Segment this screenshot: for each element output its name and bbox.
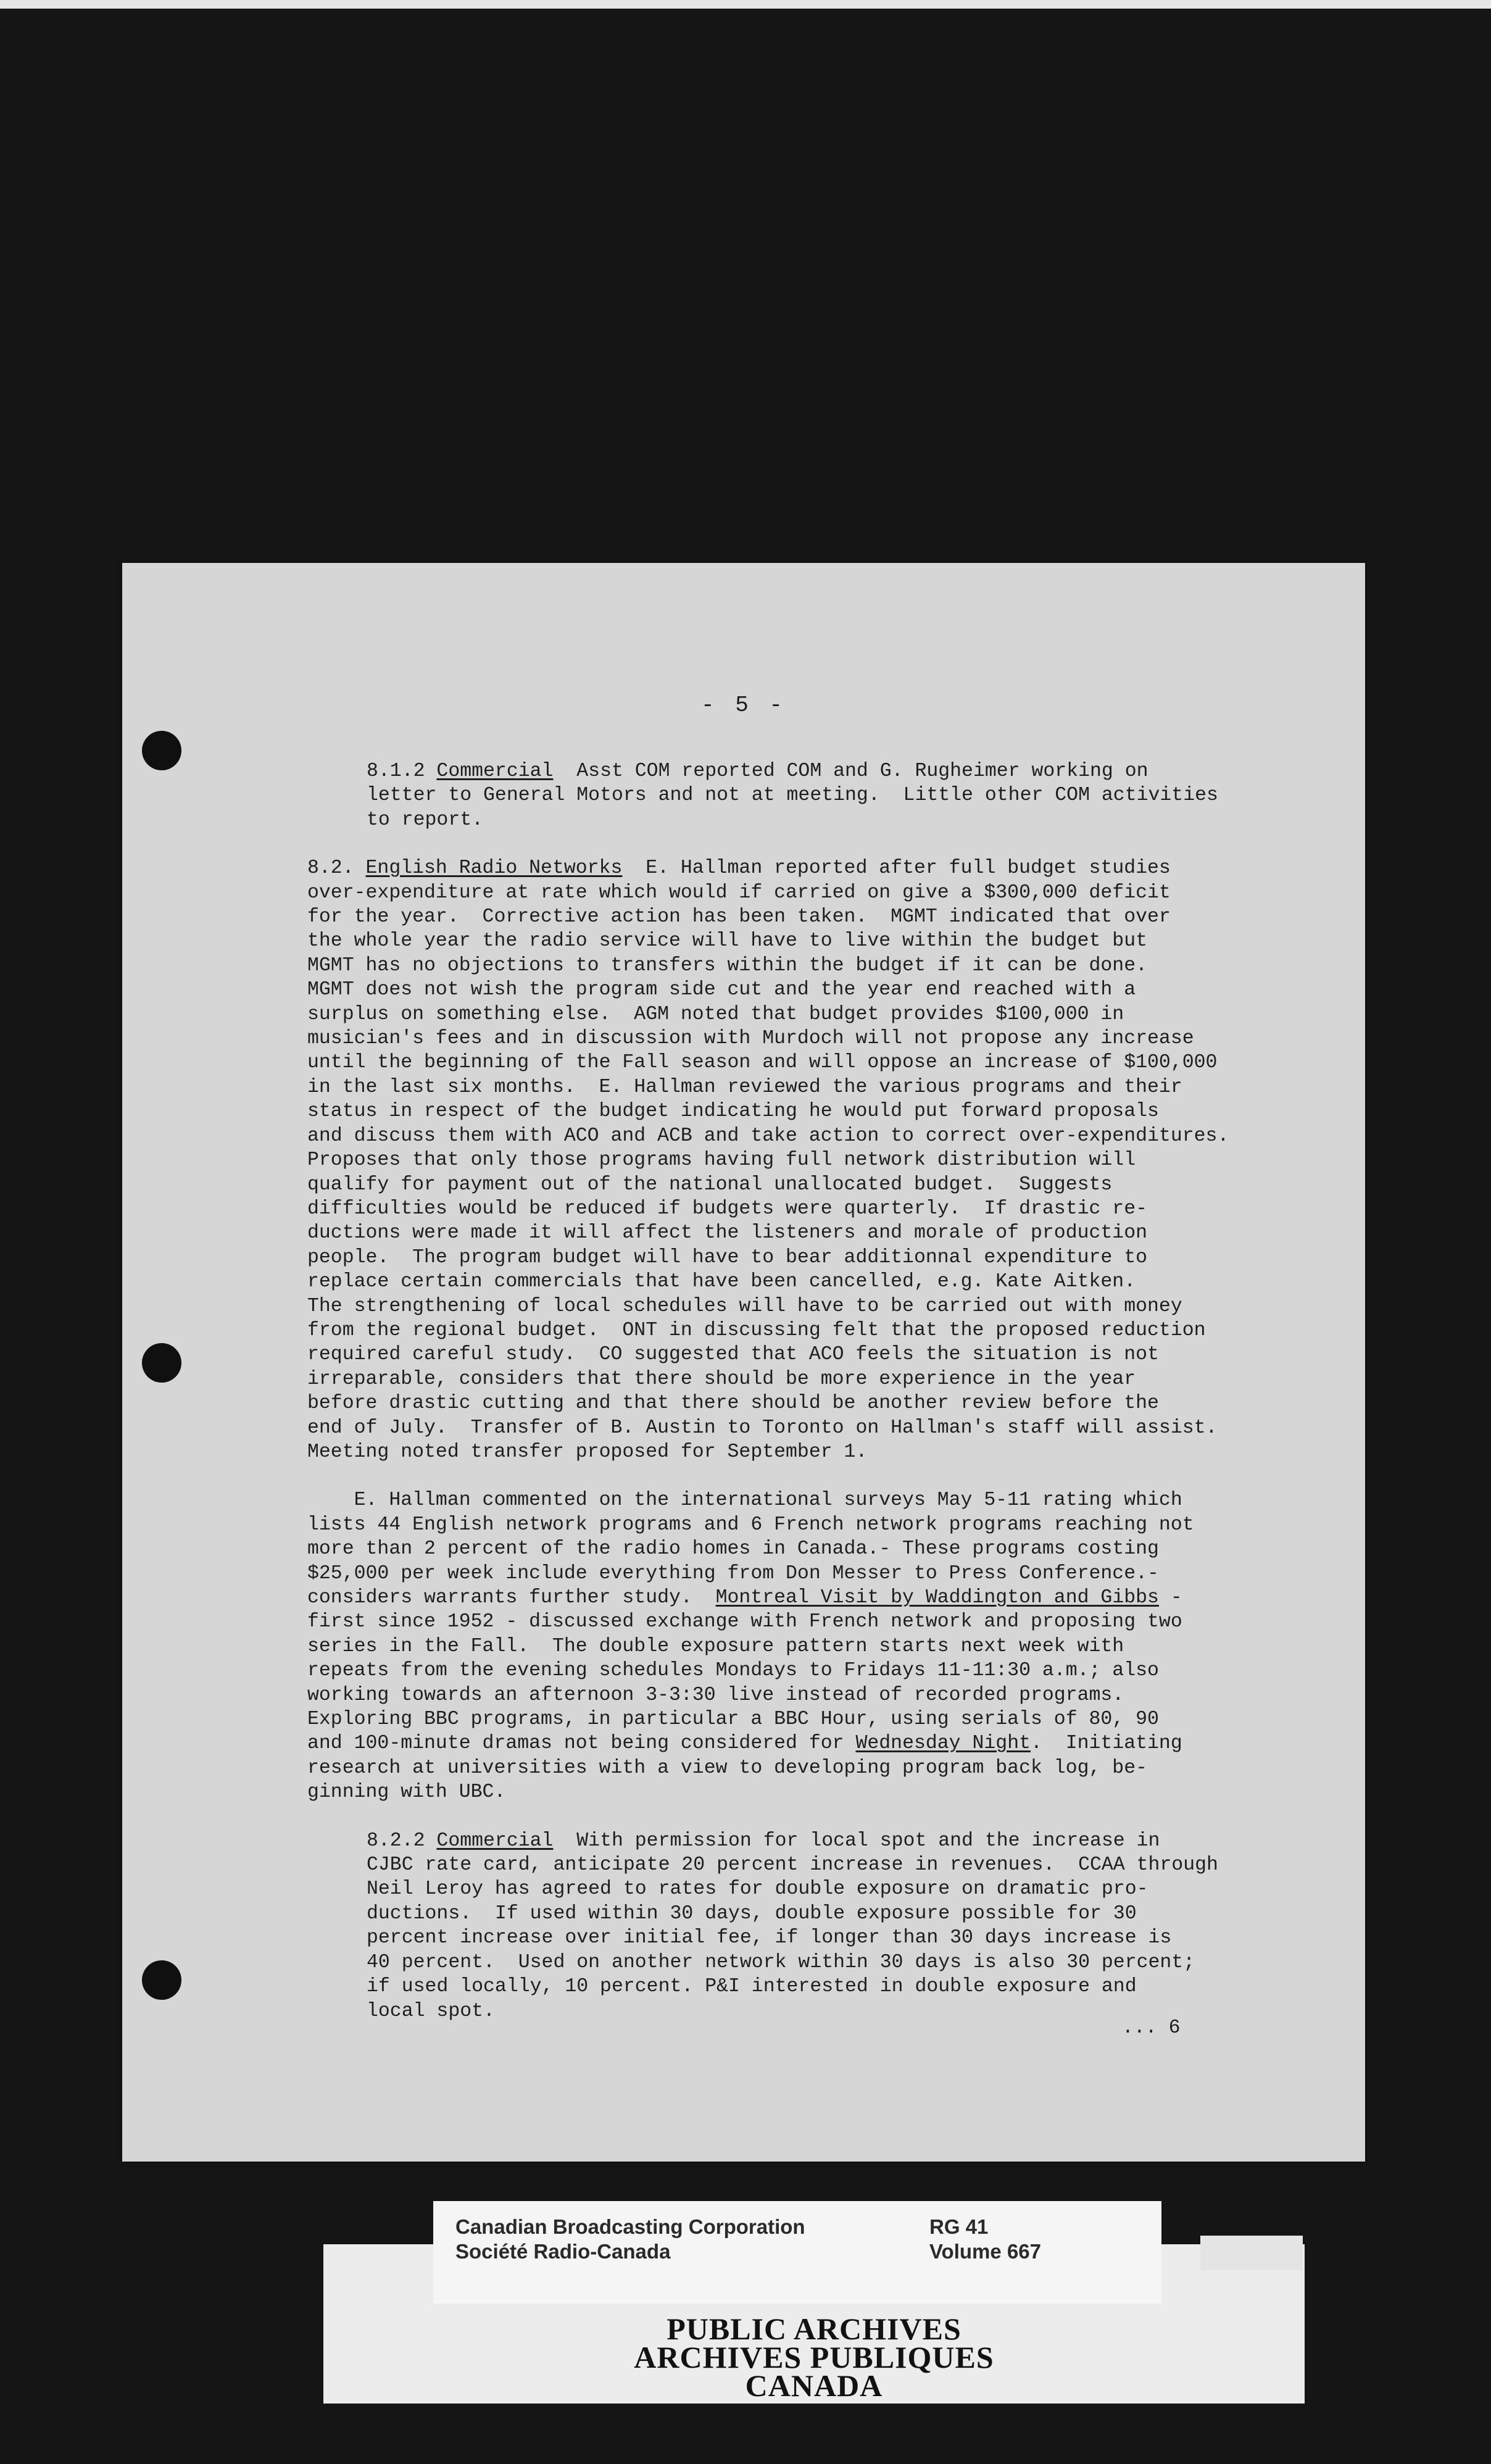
text-line [307, 1148, 1270, 1172]
paragraph-p-8-2-2 [307, 1829, 1270, 2023]
text-segment: percent increase over initial fee, if longer than 30 days increase is [367, 1927, 1172, 1949]
text-segment: to report. [367, 809, 484, 831]
text-line [307, 1683, 1270, 1707]
text-line [367, 759, 1270, 783]
text-segment: and discuss them with ACO and ACB and take action to correct over-expenditures. [307, 1125, 1229, 1147]
text-segment: research at universities with a view to developing program back log, be- [307, 1757, 1148, 1779]
text-segment: 8.2. [307, 857, 366, 880]
text-segment: local spot. [367, 2000, 495, 2022]
text-line [307, 1294, 1270, 1318]
text-line [307, 929, 1270, 953]
text-line [307, 1731, 1270, 1755]
text-line [367, 1975, 1270, 1999]
paragraph-p-surveys [307, 1488, 1270, 1804]
text-segment: CJBC rate card, anticipate 20 percent increase in revenues. CCAA through [367, 1854, 1218, 1876]
text-line [307, 1342, 1270, 1367]
archives-stamp-line-3: CANADA [745, 2368, 883, 2403]
text-segment: until the beginning of the Fall season and will oppose an increase of $100,000 [307, 1052, 1218, 1074]
text-segment: end of July. Transfer of B. Austin to Toronto on Hallman's staff will assist. [307, 1417, 1218, 1439]
text-line [307, 1026, 1270, 1051]
archives-stamp [323, 2312, 1305, 2403]
paragraph-p-8-1-2 [307, 759, 1270, 832]
document-body [307, 759, 1270, 2047]
text-line [307, 1270, 1270, 1294]
text-segment: series in the Fall. The double exposure pattern starts next week with [307, 1635, 1124, 1657]
text-segment: . Initiating [1031, 1733, 1182, 1755]
text-segment: letter to General Motors and not at meeting. Little other COM activities [367, 785, 1218, 807]
text-segment: Exploring BBC programs, in particular a BBC Hour, using serials of 80, 90 [307, 1709, 1159, 1731]
text-segment: $25,000 per week include everything from Don Messer to Press Conference.- [307, 1562, 1159, 1584]
text-line [307, 1367, 1270, 1391]
punch-hole-middle [142, 1343, 181, 1383]
text-segment: 8.1.2 [367, 760, 437, 782]
text-line [307, 1513, 1270, 1537]
text-line [307, 1610, 1270, 1634]
text-line [307, 1440, 1270, 1464]
punch-hole-top [142, 731, 181, 770]
text-segment: With permission for local spot and the increase in [553, 1829, 1160, 1852]
text-line [307, 1416, 1270, 1440]
scan-top-edge [0, 0, 1491, 9]
text-segment: repeats from the evening schedules Mondays to Fridays 11-11:30 a.m.; also [307, 1660, 1159, 1682]
text-segment: in the last six months. E. Hallman reviewed the various programs and their [307, 1076, 1182, 1098]
text-line [367, 1877, 1270, 1901]
text-line [367, 1926, 1270, 1950]
text-segment: irreparable, considers that there should be more experience in the year [307, 1368, 1136, 1390]
text-line [307, 1562, 1270, 1586]
text-segment: E. Hallman commented on the international surveys May 5-11 rating which [307, 1489, 1182, 1512]
text-segment: musician's fees and in discussion with Murdoch will not propose any increase [307, 1028, 1194, 1050]
label-org-fr: Société Radio-Canada [455, 2240, 671, 2263]
text-line [307, 856, 1270, 880]
text-line [307, 1002, 1270, 1026]
text-segment: ductions. If used within 30 days, double exposure possible for 30 [367, 1902, 1137, 1925]
text-segment: MGMT does not wish the program side cut and the year end reached with a [307, 979, 1136, 1001]
text-line [367, 783, 1270, 807]
punch-hole-bottom [142, 1960, 181, 2000]
text-line [307, 1391, 1270, 1415]
text-segment: and 100-minute dramas not being considered for [307, 1733, 856, 1755]
text-segment: replace certain commercials that have been cancelled, e.g. Kate Aitken. [307, 1271, 1136, 1293]
text-segment: 8.2.2 [367, 1829, 437, 1852]
text-segment: Proposes that only those programs having full network distribution will [307, 1149, 1136, 1172]
label-tab [1200, 2236, 1303, 2270]
text-line [307, 1124, 1270, 1148]
text-segment: - [1158, 1587, 1182, 1609]
text-segment: The strengthening of local schedules will have to be carried out with money [307, 1295, 1182, 1317]
text-line [307, 881, 1270, 905]
typed-page [122, 563, 1365, 2162]
text-segment: from the regional budget. ONT in discussing felt that the proposed reduction [307, 1319, 1206, 1341]
text-segment: status in respect of the budget indicating he would put forward proposals [307, 1101, 1159, 1123]
text-segment: working towards an afternoon 3-3:30 live instead of recorded programs. [307, 1684, 1124, 1706]
text-line [307, 1780, 1270, 1804]
text-segment: 40 percent. Used on another network within 30 days is also 30 percent; [367, 1951, 1195, 1973]
text-line [307, 1173, 1270, 1197]
underlined-heading: Wednesday Night [855, 1733, 1031, 1755]
text-line [367, 1853, 1270, 1877]
text-segment: Neil Leroy has agreed to rates for double exposure on dramatic pro- [367, 1878, 1148, 1900]
text-line [367, 1950, 1270, 1975]
text-segment: over-expenditure at rate which would if carried on give a $300,000 deficit [307, 881, 1171, 904]
underlined-heading: Commercial [436, 760, 554, 782]
text-line [307, 1659, 1270, 1683]
text-segment: Asst COM reported COM and G. Rugheimer working on [553, 760, 1148, 782]
archives-stamp-line-1: PUBLIC ARCHIVES [667, 2312, 961, 2346]
text-segment: more than 2 percent of the radio homes in Canada.- These programs costing [307, 1538, 1159, 1560]
underlined-heading: English Radio Networks [365, 857, 623, 880]
text-line [307, 1756, 1270, 1780]
text-line [307, 954, 1270, 978]
text-line [307, 1634, 1270, 1659]
text-segment: considers warrants further study. [307, 1587, 716, 1609]
archive-label-slip [433, 2201, 1161, 2304]
text-segment: Meeting noted transfer proposed for September 1. [307, 1441, 868, 1463]
text-line [307, 1318, 1270, 1342]
text-segment: surplus on something else. AGM noted that budget provides $100,000 in [307, 1003, 1124, 1025]
underlined-heading: Commercial [436, 1829, 554, 1852]
text-line [307, 1221, 1270, 1245]
label-record-group: RG 41 [929, 2215, 989, 2238]
text-line [307, 1586, 1270, 1610]
text-segment: qualify for payment out of the national unallocated budget. Suggests [307, 1173, 1113, 1196]
text-line [307, 1075, 1270, 1099]
text-line [367, 1829, 1270, 1853]
text-line [307, 1051, 1270, 1075]
text-line [307, 1707, 1270, 1731]
page-number: - 5 - [700, 693, 787, 718]
text-segment: the whole year the radio service will have to live within the budget but [307, 930, 1148, 952]
text-segment: ductions were made it will affect the listeners and morale of production [307, 1222, 1148, 1244]
text-line [367, 808, 1270, 832]
continuation-marker: ... 6 [1122, 2017, 1181, 2039]
text-line [307, 1099, 1270, 1123]
text-segment: for the year. Corrective action has been taken. MGMT indicated that over [307, 906, 1171, 928]
text-segment: MGMT has no objections to transfers within the budget if it can be done. [307, 954, 1148, 976]
text-line [307, 905, 1270, 929]
archives-stamp-line-2: ARCHIVES PUBLIQUES [634, 2340, 994, 2375]
text-line [307, 1197, 1270, 1221]
text-segment: difficulties would be reduced if budgets were quarterly. If drastic re- [307, 1197, 1148, 1220]
text-segment: required careful study. CO suggested that ACO feels the situation is not [307, 1344, 1159, 1366]
label-org-en: Canadian Broadcasting Corporation [455, 2215, 805, 2238]
text-line [307, 1488, 1270, 1512]
text-segment: lists 44 English network programs and 6 French network programs reaching not [307, 1513, 1194, 1536]
text-segment: people. The program budget will have to bear additionnal expenditure to [307, 1246, 1148, 1268]
text-segment: first since 1952 - discussed exchange with French network and proposing two [307, 1611, 1182, 1633]
paragraph-p-8-2 [307, 856, 1270, 1464]
underlined-heading: Montreal Visit by Waddington and Gibbs [715, 1587, 1159, 1609]
text-segment: before drastic cutting and that there should be another review before the [307, 1392, 1159, 1415]
text-line [307, 1537, 1270, 1561]
text-line [307, 978, 1270, 1002]
text-segment: ginning with UBC. [307, 1781, 506, 1804]
text-segment: if used locally, 10 percent. P&I interested in double exposure and [367, 1976, 1137, 1998]
text-segment: E. Hallman reported after full budget studies [622, 857, 1171, 880]
text-line [367, 1902, 1270, 1926]
label-volume: Volume 667 [929, 2240, 1041, 2263]
text-line [307, 1246, 1270, 1270]
